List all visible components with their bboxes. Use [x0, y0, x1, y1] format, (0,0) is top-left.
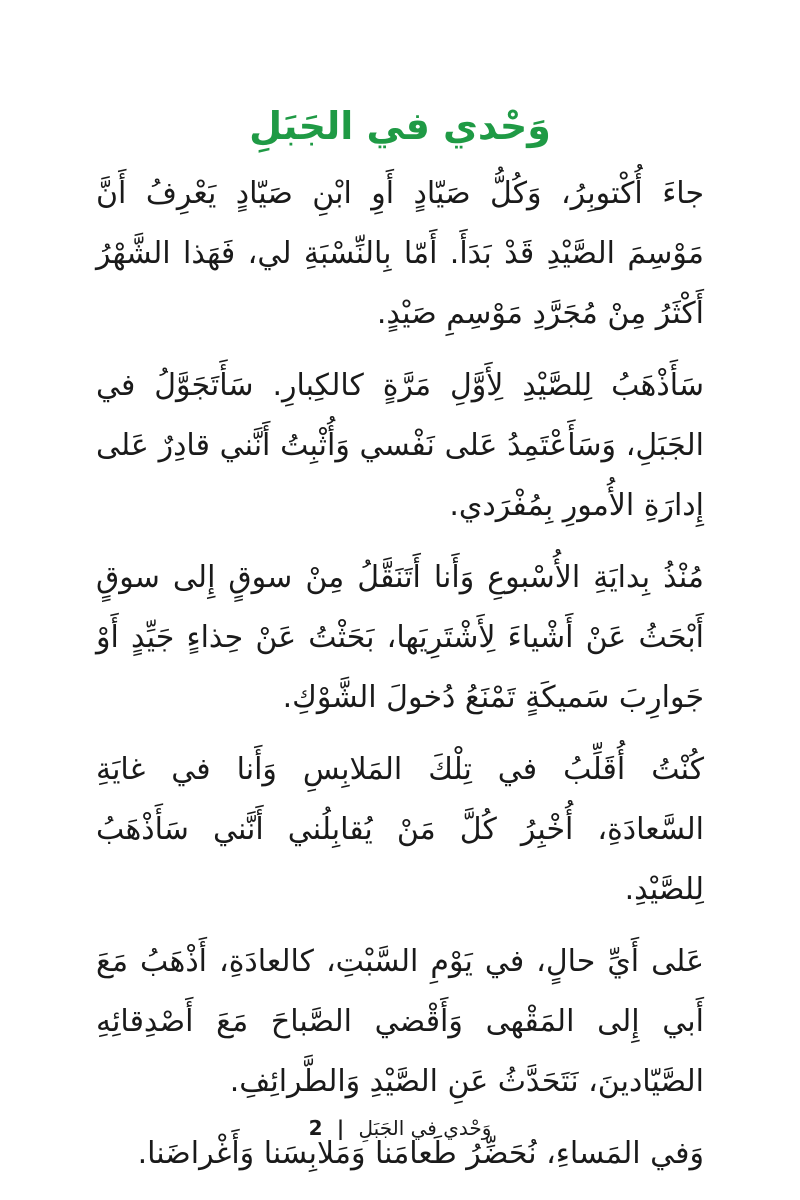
paragraph-2: سَأَذْهَبُ لِلصَّيْدِ لِأَوَّلِ مَرَّةٍ كالكِبارِ. سَأَتَجَوَّلُ في الجَبَلِ، وَسَأَعْتَمِدُ عَلى نَفْسي وَأُثْبِتُ أَنَّني قادِرٌ عَلى إِدارَةِ الأُمورِ بِمُفْرَدي.	[96, 368, 704, 523]
footer-book-title: وَحْدي في الجَبَلِ	[358, 1116, 492, 1140]
paragraph-6: وَفي المَساءِ، نُحَضِّرُ طَعامَنا وَمَلابِسَنا وَأَغْراضَنا.	[137, 1136, 704, 1171]
page-footer	[0, 1114, 800, 1142]
page-title: وَحْدي في الجَبَلِ	[249, 104, 551, 148]
footer-separator: |	[336, 1116, 345, 1140]
paragraph-3: مُنْذُ بِدايَةِ الأُسْبوعِ وَأَنا أَتَنَقَّلُ مِنْ سوقٍ إِلى سوقٍ أَبْحَثُ عَنْ أَشْياءَ لِأَشْتَرِيَها، بَحَثْتُ عَنْ حِذاءٍ جَيِّدٍ أَوْ جَوارِبَ سَميكَةٍ تَمْنَعُ دُخولَ الشَّوْكِ.	[96, 560, 704, 715]
paragraph-4: كُنْتُ أُقَلِّبُ في تِلْكَ المَلابِسِ وَأَنا في غايَةِ السَّعادَةِ، أُخْبِرُ كُلَّ مَنْ يُقابِلُني أَنَّني سَأَذْهَبُ لِلصَّيْدِ.	[96, 752, 704, 907]
paragraph-5: عَلى أَيِّ حالٍ، في يَوْمِ السَّبْتِ، كالعادَةِ، أَذْهَبُ مَعَ أَبي إِلى المَقْهى وَأَقْضي الصَّباحَ مَعَ أَصْدِقائِهِ الصَّيّادينَ، نَتَحَدَّثُ عَنِ الصَّيْدِ وَالطَّرائِفِ.	[96, 944, 704, 1099]
paragraph-1: جاءَ أُكْتوبِرُ، وَكُلُّ صَيّادٍ أَوِ ابْنِ صَيّادٍ يَعْرِفُ أَنَّ مَوْسِمَ الصَّيْدِ قَدْ بَدَأَ. أَمّا بِالنِّسْبَةِ لي، فَهَذا الشَّهْرُ أَكْثَرُ مِنْ مُجَرَّدِ مَوْسِمِ صَيْدٍ.	[96, 176, 704, 331]
page-number: 2	[308, 1116, 323, 1140]
